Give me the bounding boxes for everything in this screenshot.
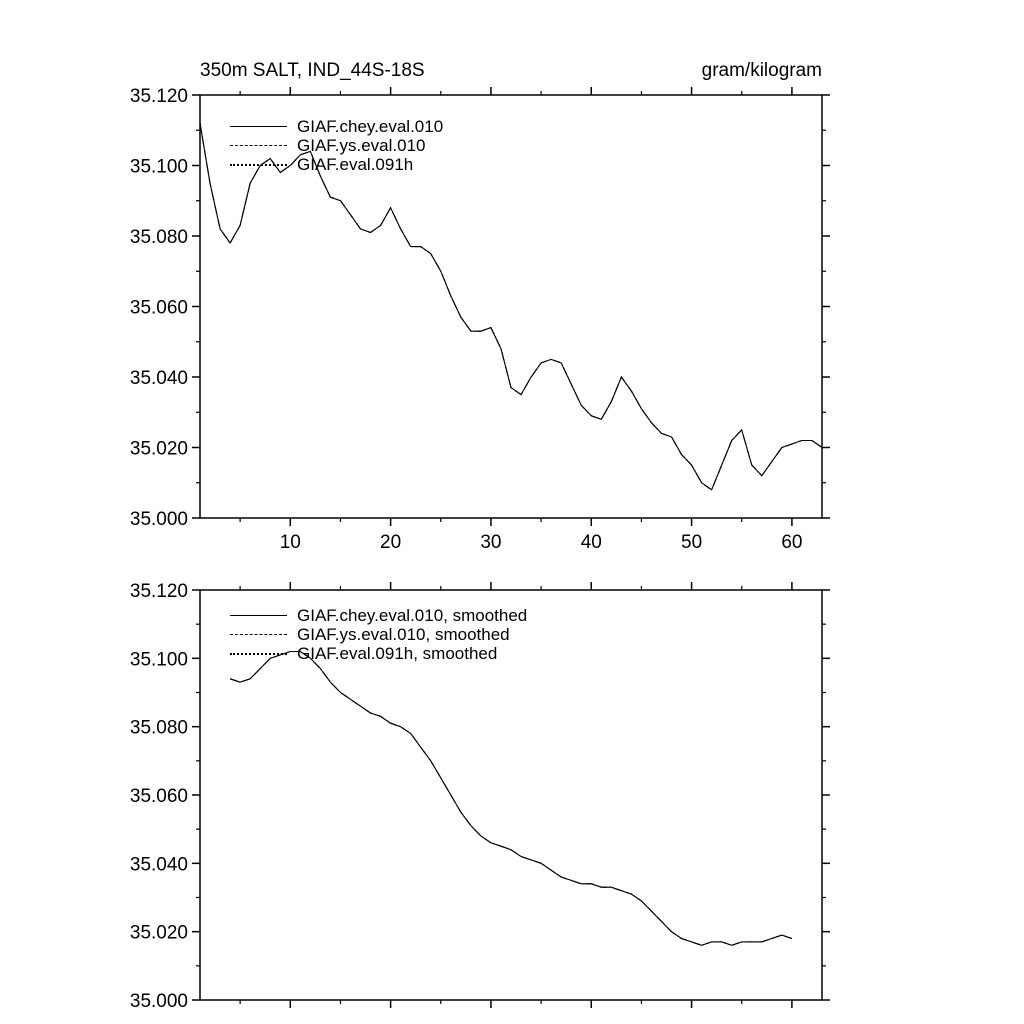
legend-label: GIAF.eval.091h, smoothed: [297, 643, 498, 663]
chart-units-label: gram/kilogram: [701, 60, 822, 81]
svg-text:35.000: 35.000: [129, 509, 188, 530]
legend-item: [230, 625, 527, 644]
dotted-line-sample-icon: [230, 164, 287, 166]
svg-text:35.020: 35.020: [129, 438, 188, 460]
svg-text:20: 20: [380, 532, 402, 553]
svg-text:35.100: 35.100: [129, 649, 188, 671]
top-chart-title-row: [200, 60, 822, 82]
bottom-chart-legend: [230, 606, 527, 663]
svg-text:40: 40: [580, 532, 602, 553]
svg-text:50: 50: [681, 532, 703, 553]
svg-text:30: 30: [480, 532, 502, 553]
legend-label: GIAF.chey.eval.010: [297, 116, 444, 136]
legend-item: [230, 117, 443, 136]
svg-text:10: 10: [279, 532, 301, 553]
svg-text:35.020: 35.020: [129, 922, 188, 944]
legend-item: [230, 644, 527, 663]
top-chart-legend: [230, 117, 443, 174]
svg-text:35.080: 35.080: [129, 717, 188, 739]
legend-label: GIAF.ys.eval.010, smoothed: [297, 624, 510, 644]
dashed-line-sample-icon: [230, 634, 287, 635]
svg-text:35.000: 35.000: [129, 991, 188, 1012]
svg-text:60: 60: [781, 532, 803, 553]
legend-item: [230, 606, 527, 625]
svg-text:35.040: 35.040: [129, 368, 188, 389]
svg-text:35.060: 35.060: [129, 786, 188, 807]
legend-label: GIAF.chey.eval.010, smoothed: [297, 605, 528, 625]
solid-line-sample-icon: [230, 126, 287, 127]
dotted-line-sample-icon: [230, 653, 287, 655]
svg-text:35.040: 35.040: [129, 854, 188, 876]
chart-title: 350m SALT, IND_44S-18S: [200, 60, 425, 81]
svg-text:35.120: 35.120: [129, 581, 188, 602]
legend-item: [230, 155, 443, 174]
legend-label: GIAF.ys.eval.010: [297, 135, 426, 155]
legend-item: [230, 136, 443, 155]
svg-text:35.120: 35.120: [129, 86, 188, 107]
dashed-line-sample-icon: [230, 145, 287, 146]
legend-label: GIAF.eval.091h: [297, 154, 414, 174]
svg-text:35.100: 35.100: [129, 156, 188, 178]
svg-text:35.080: 35.080: [129, 227, 188, 248]
svg-text:35.060: 35.060: [129, 297, 188, 319]
solid-line-sample-icon: [230, 615, 287, 616]
